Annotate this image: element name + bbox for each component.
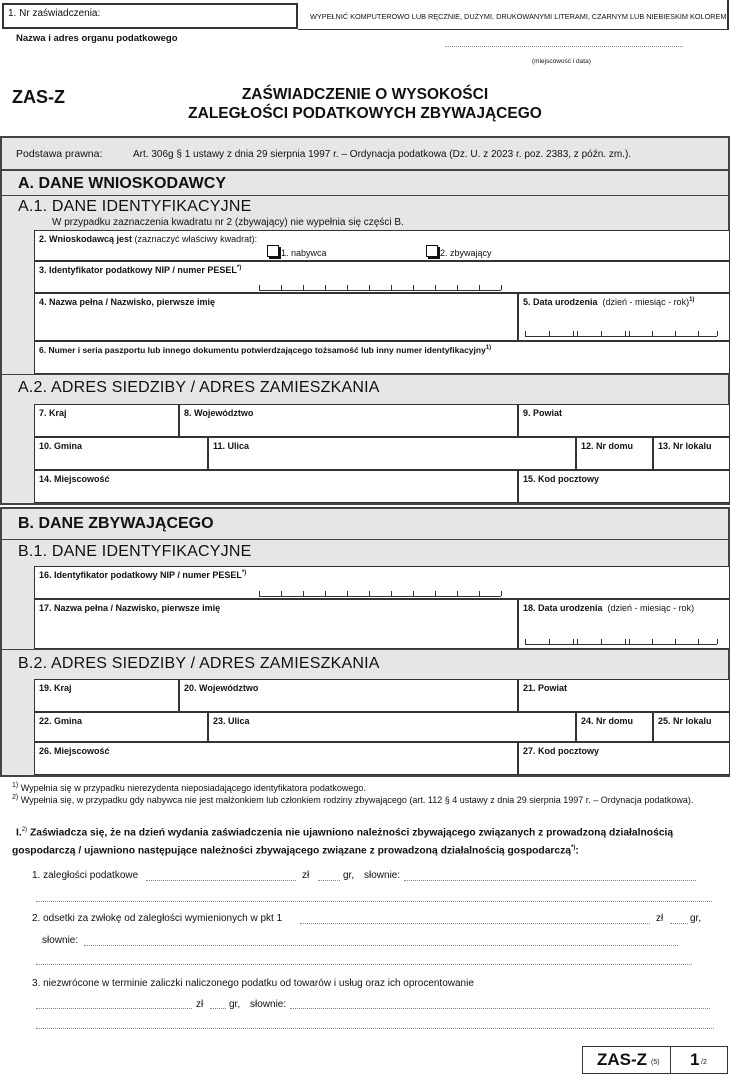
item-1-words-line[interactable] (404, 880, 696, 881)
option-buyer-label: 1. nabywca (281, 248, 327, 258)
field-23-street[interactable] (208, 712, 576, 742)
item-3-gr-label: gr, (229, 999, 241, 1010)
legal-basis-text: Art. 306g § 1 ustawy z dnia 29 sierpnia 1997 r. – Ordynacja podatkowa (Dz. U. z 2023 r. poz. 2383, z późn. zm.). (133, 149, 632, 160)
cert-number-field[interactable] (2, 3, 298, 29)
a2-divider (2, 374, 728, 375)
footer-form-code: ZAS-Z (597, 1050, 648, 1069)
field-23-label: 23. Ulica (213, 716, 250, 726)
date-tick (549, 331, 550, 336)
part-i-line2-sup: *) (571, 845, 576, 851)
footer-page-number: 1 (690, 1050, 700, 1069)
field-16-nip-pesel[interactable] (34, 566, 730, 599)
field-18-birth-date[interactable] (518, 599, 730, 649)
field-2-applicant-type (34, 230, 730, 261)
option-seller[interactable] (426, 245, 492, 258)
digit-tick (435, 591, 436, 596)
item-3-words-line[interactable] (290, 1008, 710, 1009)
digit-tick (325, 285, 326, 290)
field-16-label: 16. Identyfikator podatkowy NIP / numer PESEL (39, 570, 242, 580)
field-3-label: 3. Identyfikator podatkowy NIP / numer PESEL (39, 265, 237, 275)
field-18-hint: (dzień - miesiąc - rok) (607, 603, 695, 613)
field-16-sup: *) (241, 570, 247, 576)
field-12-house-no[interactable] (576, 437, 653, 470)
field-4-name[interactable] (34, 293, 518, 341)
date-tick (629, 639, 630, 644)
digit-tick (413, 285, 414, 290)
field-5-sup: 1) (689, 297, 695, 303)
field-14-label: 14. Miejscowość (39, 474, 110, 484)
field-13-label: 13. Nr lokalu (658, 441, 712, 451)
field-15-label: 15. Kod pocztowy (523, 474, 600, 484)
footnote-2-text: Wypełnia się, w przypadku gdy nabywca nie jest małżonkiem lub członkiem rodziny zbywającego (art. 112 § 4 ustawy z dnia 29 sierpnia 1997 r. – Ordynacja podatkowa). (20, 795, 694, 805)
item-2-gr-label: gr, (690, 913, 702, 924)
part-i-statement-line2 (12, 845, 579, 856)
place-date-caption: (miejscowość i data) (532, 58, 591, 65)
field-3-sup: *) (236, 265, 242, 271)
item-3-label: 3. niezwrócone w terminie zaliczki naliczonego podatku od towarów i usług oraz ich oprocentowanie (32, 978, 474, 989)
footer-code-box (582, 1046, 728, 1074)
field-14-city[interactable] (34, 470, 518, 503)
item-3-zl-label: zł (196, 999, 204, 1010)
item-2-zl-label: zł (656, 913, 664, 924)
date-tick (629, 331, 630, 336)
header-edge (727, 0, 729, 30)
field-11-label: 11. Ulica (213, 441, 250, 451)
header-rule (298, 29, 728, 30)
date-tick (675, 331, 676, 336)
instruction-text: WYPEŁNIĆ KOMPUTEROWO LUB RĘCZNIE, DUŻYMI, DRUKOWANYMI LITERAMI, CZARNYM LUB NIEBIESKIM KOLOREM. (310, 12, 729, 21)
section-b1-title: B.1. DANE IDENTYFIKACYJNE (18, 543, 252, 560)
item-1-label: 1. zaległości podatkowe (32, 870, 139, 881)
part-i-line2-end: : (575, 845, 579, 857)
footer-variant: (5) (651, 1059, 660, 1066)
part-i-line1: Zaświadcza się, że na dzień wydania zaświadczenia nie ujawniono należności zbywającego związanych z prowadzoną działalnością (29, 827, 674, 839)
digit-tick (325, 591, 326, 596)
item-1-gr-label: gr, (343, 870, 355, 881)
date-tick (675, 639, 676, 644)
option-buyer[interactable] (267, 245, 327, 258)
field-6-passport[interactable] (34, 341, 730, 374)
section-a1-note: W przypadku zaznaczenia kwadratu nr 2 (zbywający) nie wypełnia się części B. (52, 217, 404, 228)
field-25-label: 25. Nr lokalu (658, 716, 712, 726)
item-2-words-line[interactable] (84, 945, 678, 946)
digit-tick (369, 591, 370, 596)
field-17-label: 17. Nazwa pełna / Nazwisko, pierwsze imię (39, 603, 221, 613)
field-10-municipality[interactable] (34, 437, 208, 470)
section-a (0, 171, 730, 505)
date-tick (698, 639, 699, 644)
date-tick (601, 639, 602, 644)
footnote-1-mark: 1) (12, 782, 19, 789)
checkbox-icon[interactable] (426, 245, 438, 257)
section-a-title: A. DANE WNIOSKODAWCY (18, 175, 226, 192)
digit-tick (501, 285, 502, 290)
option-seller-label: 2. zbywający (440, 248, 492, 258)
cert-number-label: 1. Nr zaświadczenia: (8, 8, 101, 19)
field-5-label: 5. Data urodzenia (523, 297, 598, 307)
field-5-hint: (dzień - miesiąc - rok) (602, 297, 690, 307)
item-3-amount-gr[interactable] (210, 1008, 226, 1009)
section-a2-title: A.2. ADRES SIEDZIBY / ADRES ZAMIESZKANIA (18, 379, 380, 396)
part-i-statement-line1 (16, 827, 673, 838)
field-20-label: 20. Województwo (184, 683, 259, 693)
legal-basis-label: Podstawa prawna: (16, 148, 103, 160)
item-3-amount-zl[interactable] (36, 1008, 192, 1009)
tax-office-label: Nazwa i adres organu podatkowego (16, 33, 178, 44)
digit-tick (501, 591, 502, 596)
field-26-label: 26. Miejscowość (39, 746, 110, 756)
field-13-flat-no[interactable] (653, 437, 730, 470)
field-8-province[interactable] (179, 404, 518, 437)
item-1-amount-gr[interactable] (318, 880, 340, 881)
date-tick (625, 639, 626, 644)
digit-tick (259, 591, 260, 596)
form-title-line2: ZALEGŁOŚCI PODATKOWYCH ZBYWAJĄCEGO (188, 105, 542, 122)
item-1-words-label: słownie: (364, 870, 401, 881)
field-7-label: 7. Kraj (39, 408, 67, 418)
date-tick (601, 331, 602, 336)
field-24-label: 24. Nr domu (581, 716, 634, 726)
field-9-district[interactable] (518, 404, 730, 437)
section-b-title: B. DANE ZBYWAJĄCEGO (18, 515, 214, 532)
item-2-words-line-2[interactable] (36, 964, 692, 965)
date-tick (717, 331, 718, 336)
digit-tick (435, 285, 436, 290)
field-15-postal-code[interactable] (518, 470, 730, 503)
item-1-amount-zl[interactable] (146, 880, 296, 881)
field-4-label: 4. Nazwa pełna / Nazwisko, pierwsze imię (39, 297, 216, 307)
field-6-sup: 1) (485, 345, 492, 352)
part-i-line2: gospodarczą / ujawniono następujące należności zbywającego związane z prowadzoną działalnością gospodarczą (12, 845, 572, 857)
section-a1-title: A.1. DANE IDENTYFIKACYJNE (18, 198, 252, 215)
date-tick (698, 331, 699, 336)
digit-tick (281, 285, 282, 290)
footnote-2-mark: 2) (12, 794, 19, 801)
field-27-postal-code[interactable] (518, 742, 730, 775)
field-19-label: 19. Kraj (39, 683, 72, 693)
digit-tick (391, 591, 392, 596)
item-1-zl-label: zł (302, 870, 310, 881)
item-2-amount-zl[interactable] (300, 923, 650, 924)
section-b (0, 507, 730, 777)
field-25-flat-no[interactable] (653, 712, 730, 742)
footer-page-total: /2 (701, 1059, 707, 1066)
date-tick (549, 639, 550, 644)
digit-tick (391, 285, 392, 290)
item-3-words-label: słownie: (250, 999, 287, 1010)
field-6-label: 6. Numer i seria paszportu lub innego dokumentu potwierdzającego tożsamość lub inny numer identyfikacyjny (39, 345, 486, 355)
digit-tick (303, 285, 304, 290)
field-17-name[interactable] (34, 599, 518, 649)
item-3-words-line-2[interactable] (36, 1028, 714, 1029)
field-18-date-ticks (525, 638, 717, 645)
item-2-words-label: słownie: (42, 935, 79, 946)
date-tick (652, 331, 653, 336)
field-5-date-ticks (525, 330, 717, 337)
item-2-label: 2. odsetki za zwłokę od zaległości wymienionych w pkt 1 (32, 913, 283, 924)
field-2-label: 2. Wnioskodawcą jest (39, 234, 133, 244)
date-tick (573, 331, 574, 336)
field-22-label: 22. Gmina (39, 716, 83, 726)
field-10-label: 10. Gmina (39, 441, 83, 451)
digit-tick (303, 591, 304, 596)
digit-tick (413, 591, 414, 596)
date-tick (717, 639, 718, 644)
date-tick (525, 639, 526, 644)
footnote-1-text: Wypełnia się w przypadku nierezydenta nieposiadającego identyfikatora podatkowego. (20, 783, 366, 793)
b2-divider (2, 649, 728, 650)
footer-divider (670, 1047, 671, 1073)
field-3-digit-ticks (259, 284, 501, 291)
digit-tick (347, 285, 348, 290)
field-12-label: 12. Nr domu (581, 441, 634, 451)
field-2-hint: (zaznaczyć właściwy kwadrat): (134, 234, 258, 244)
field-7-country[interactable] (34, 404, 179, 437)
digit-tick (259, 285, 260, 290)
place-date-line[interactable] (445, 46, 683, 47)
field-11-street[interactable] (208, 437, 576, 470)
field-9-label: 9. Powiat (523, 408, 563, 418)
digit-tick (479, 591, 480, 596)
field-18-label: 18. Data urodzenia (523, 603, 603, 613)
digit-tick (457, 285, 458, 290)
field-20-province[interactable] (179, 679, 518, 712)
digit-tick (457, 591, 458, 596)
field-3-nip-pesel[interactable] (34, 261, 730, 293)
field-16-digit-ticks (259, 590, 501, 597)
item-1-words-line-2[interactable] (36, 901, 712, 902)
checkbox-icon[interactable] (267, 245, 279, 257)
part-i-mark: I. (16, 827, 22, 839)
field-27-label: 27. Kod pocztowy (523, 746, 600, 756)
field-8-label: 8. Województwo (184, 408, 254, 418)
digit-tick (347, 591, 348, 596)
field-5-birth-date[interactable] (518, 293, 730, 341)
date-tick (577, 331, 578, 336)
form-code: ZAS-Z (12, 87, 65, 107)
field-21-district[interactable] (518, 679, 730, 712)
date-tick (652, 639, 653, 644)
field-24-house-no[interactable] (576, 712, 653, 742)
field-26-city[interactable] (34, 742, 518, 775)
date-tick (625, 331, 626, 336)
field-22-municipality[interactable] (34, 712, 208, 742)
date-tick (577, 639, 578, 644)
date-tick (573, 639, 574, 644)
digit-tick (479, 285, 480, 290)
item-2-amount-gr[interactable] (670, 923, 688, 924)
digit-tick (369, 285, 370, 290)
date-tick (525, 331, 526, 336)
form-title-line1: ZAŚWIADCZENIE O WYSOKOŚCI (241, 86, 489, 103)
legal-basis-box (0, 136, 730, 171)
field-19-country[interactable] (34, 679, 179, 712)
footnote-2 (12, 794, 693, 805)
part-i-sup: 2) (21, 827, 28, 833)
footnote-1 (12, 782, 366, 793)
field-21-label: 21. Powiat (523, 683, 568, 693)
section-b2-title: B.2. ADRES SIEDZIBY / ADRES ZAMIESZKANIA (18, 655, 380, 672)
digit-tick (281, 591, 282, 596)
